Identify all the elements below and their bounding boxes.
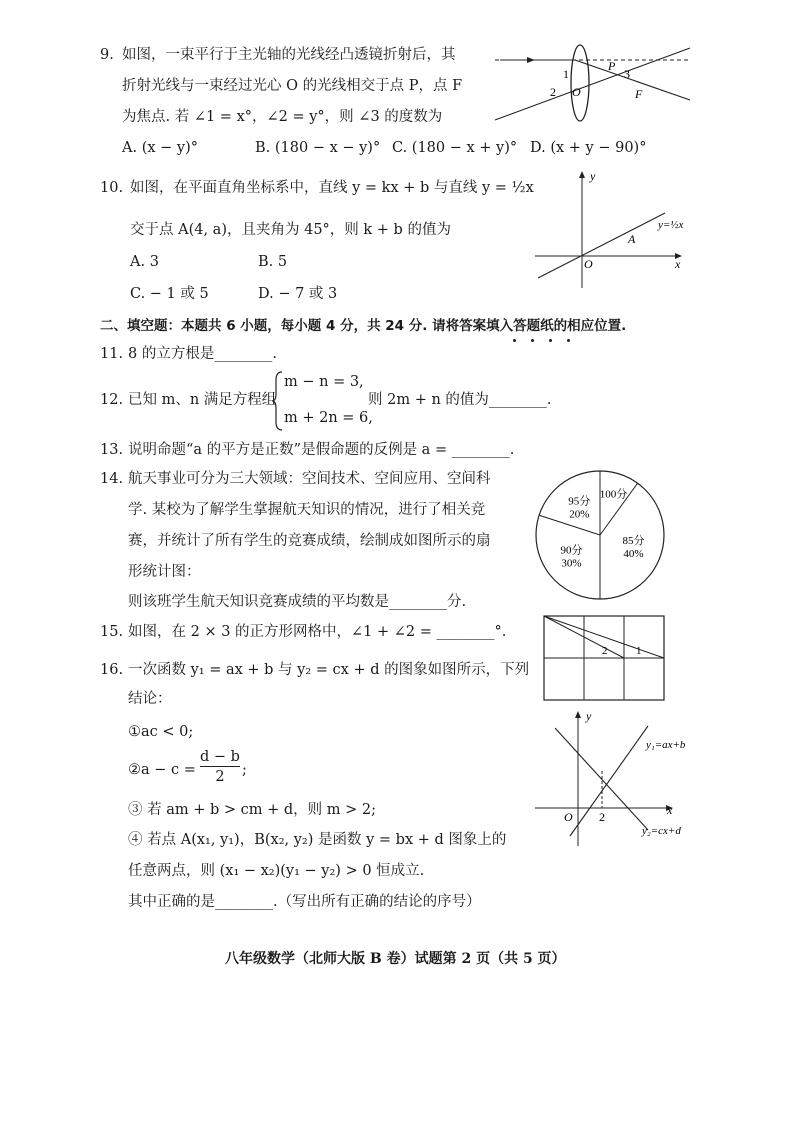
q16-conclusion-2-prefix: ②a − c = <box>128 762 196 778</box>
q14-number: 14. <box>100 471 124 487</box>
q10-option-c: C. − 1 或 5 <box>130 286 209 302</box>
q9-lens-figure <box>490 38 700 123</box>
q16-conclusion-2-suffix: ; <box>242 762 247 778</box>
q16-conclusion-1: ①ac < 0; <box>128 724 194 740</box>
q16-number: 16. <box>100 662 124 678</box>
q11-number: 11. <box>100 346 124 362</box>
q12-equation-2: m + 2n = 6, <box>284 410 373 426</box>
q14-text-line1: 航天事业可分为三大领域：空间技术、空间应用、空间科 <box>128 471 491 487</box>
q9-option-b: B. (180 − x − y)° <box>255 140 381 156</box>
q16-text-line1: 一次函数 y₁ = ax + b 与 y₂ = cx + d 的图象如图所示，下列 <box>128 662 530 678</box>
pie-slice-label: 90分 <box>560 544 583 557</box>
q9-number: 9. <box>100 47 114 63</box>
q9-point-p-label: P <box>608 59 616 73</box>
q9-angle-3-label: 3 <box>624 67 630 81</box>
q16-fraction-numerator: d − b <box>200 749 240 765</box>
q12-brace-icon <box>272 370 284 432</box>
q12-equation-1: m − n = 3, <box>284 374 364 390</box>
pie-slice-percent: 20% <box>569 508 590 521</box>
page-footer: 八年级数学（北师大版 B 卷）试题第 2 页（共 5 页） <box>225 951 566 967</box>
emphasis-dot <box>567 339 570 342</box>
emphasis-dot <box>549 339 552 342</box>
q15-grid-figure <box>540 612 670 707</box>
emphasis-dot <box>513 339 516 342</box>
q9-option-c: C. (180 − x + y)° <box>392 140 518 156</box>
q14-text-line4: 形统计图： <box>128 564 201 580</box>
emphasis-dot <box>531 339 534 342</box>
q10-coordinate-figure <box>530 168 705 293</box>
q16-fraction-denominator: 2 <box>215 769 225 785</box>
q16-function-graph <box>530 708 705 848</box>
q9-point-f-label: F <box>635 87 643 101</box>
q16-conclusion-3: ③ 若 am + b > cm + d，则 m > 2; <box>128 802 376 818</box>
q9-text-line3: 为焦点. 若 ∠1 = x°，∠2 = y°，则 ∠3 的度数为 <box>122 109 443 125</box>
q16-conclusion-4-line1: ④ 若点 A(x₁, y₁)，B(x₂, y₂) 是函数 y = bx + d 图象上的 <box>128 832 507 848</box>
q15-angle-1-label: 1 <box>636 645 642 657</box>
q10-option-a: A. 3 <box>130 254 159 270</box>
pie-slice-label: 100分 <box>599 488 628 501</box>
q16-x-axis-label: x <box>667 803 673 817</box>
q10-line-label: y=½x <box>658 219 684 231</box>
q14-text-line5: 则该班学生航天知识竞赛成绩的平均数是________分. <box>128 594 467 610</box>
pie-slice-percent: 40% <box>623 547 644 560</box>
q12-number: 12. <box>100 392 124 408</box>
q9-option-a: A. (x − y)° <box>122 140 198 156</box>
q10-origin-label: O <box>584 257 593 271</box>
q10-text-line1: 如图，在平面直角坐标系中，直线 y = kx + b 与直线 y = ½x <box>130 180 534 196</box>
q9-text-line2: 折射光线与一束经过光心 O 的光线相交于点 P，点 F <box>122 78 463 94</box>
q9-option-d: D. (x + y − 90)° <box>530 140 647 156</box>
q15-text: 如图，在 2 × 3 的正方形网格中，∠1 + ∠2 = ________°. <box>128 624 507 640</box>
q16-y-axis-label: y <box>586 709 592 723</box>
q10-x-axis-label: x <box>675 257 681 271</box>
q13-number: 13. <box>100 442 124 458</box>
q10-text-line2: 交于点 A(4, a)，且夹角为 45°，则 k + b 的值为 <box>130 222 451 238</box>
q14-text-line3: 赛，并统计了所有学生的竞赛成绩，绘制成如图所示的扇 <box>128 533 491 549</box>
q10-number: 10. <box>100 180 124 196</box>
q9-angle-2-label: 2 <box>550 85 556 99</box>
q15-angle-2-label: 2 <box>602 645 608 657</box>
pie-slice-percent: 30% <box>561 557 582 570</box>
q16-text-line2: 结论： <box>128 691 172 707</box>
q16-conclusion-4-line2: 任意两点，则 (x₁ − x₂)(y₁ − y₂) > 0 恒成立. <box>128 863 425 879</box>
q16-x-tick-2: 2 <box>599 810 605 824</box>
q12-prefix: 已知 m、n 满足方程组 <box>128 392 277 408</box>
q10-option-d: D. − 7 或 3 <box>258 286 338 302</box>
q9-point-o-label: O <box>572 85 581 99</box>
q15-number: 15. <box>100 624 124 640</box>
pie-slice-label: 95分 <box>568 495 591 508</box>
q9-angle-1-label: 1 <box>563 67 569 81</box>
q12-suffix: 则 2m + n 的值为________. <box>368 392 552 408</box>
q13-text: 说明命题“a 的平方是正数”是假命题的反例是 a = ________. <box>128 442 515 458</box>
q9-text-line1: 如图，一束平行于主光轴的光线经凸透镜折射后，其 <box>122 47 456 63</box>
q16-origin-label: O <box>564 810 573 824</box>
pie-slice-label: 85分 <box>622 534 645 547</box>
q14-pie-chart <box>530 465 670 605</box>
q16-question: 其中正确的是________.（写出所有正确的结论的序号） <box>128 894 481 910</box>
q10-point-a-label: A <box>628 232 636 246</box>
q16-line-y2-label: y₂=cx+d <box>642 825 681 837</box>
q11-text: 8 的立方根是________. <box>128 346 277 362</box>
q10-y-axis-label: y <box>590 169 596 183</box>
section-2-heading: 二、填空题：本题共 6 小题，每小题 4 分，共 24 分. 请将答案填入答题纸的相应位置. <box>100 318 627 334</box>
q14-text-line2: 学. 某校为了解学生掌握航天知识的情况，进行了相关竞 <box>128 502 486 518</box>
q10-option-b: B. 5 <box>258 254 288 270</box>
q16-line-y1-label: y₁=ax+b <box>646 739 686 751</box>
